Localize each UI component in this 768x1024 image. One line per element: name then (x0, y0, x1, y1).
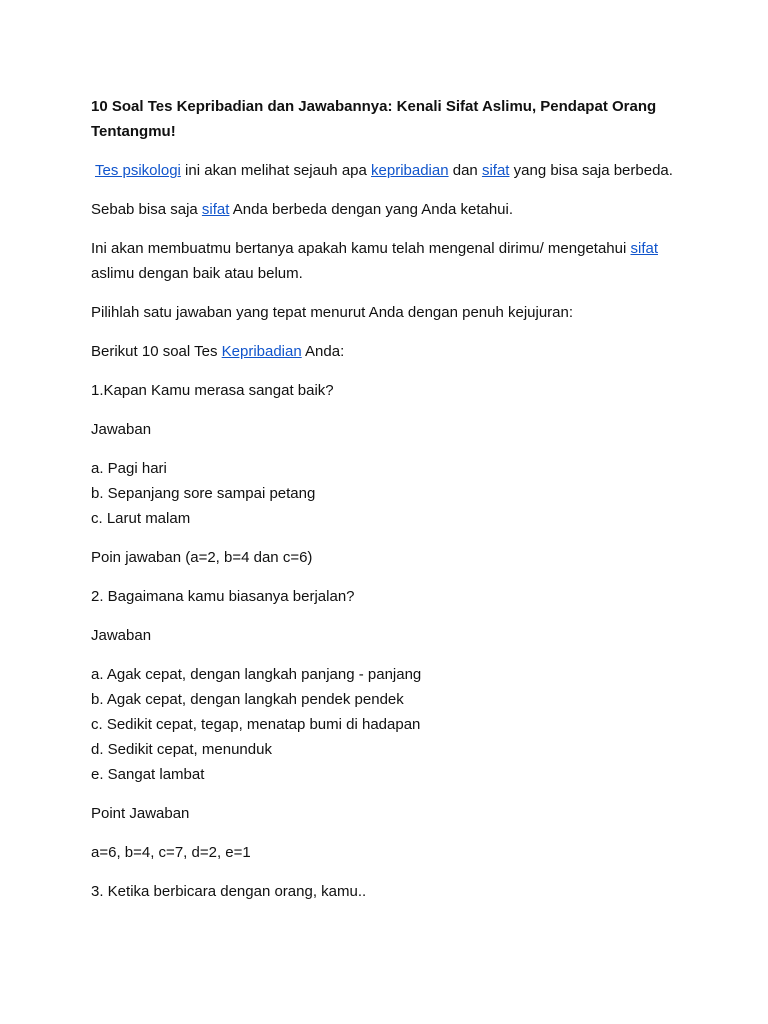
q1-question: 1.Kapan Kamu merasa sangat baik? (91, 382, 334, 399)
q1-option-b: b. Sepanjang sore sampai petang (91, 485, 316, 502)
q2-option-d: d. Sedikit cepat, menunduk (91, 741, 272, 758)
q2-points: a=6, b=4, c=7, d=2, e=1 (91, 844, 251, 861)
link-sifat-2[interactable]: sifat (201, 201, 230, 218)
pilihlah-paragraph: Pilihlah satu jawaban yang tepat menurut Anda dengan penuh kejujuran: (91, 304, 574, 321)
link-kepribadian-2[interactable]: Kepribadian (221, 343, 302, 360)
q1-option-a: a. Pagi hari (91, 460, 167, 477)
q2-option-c: c. Sedikit cepat, tegap, menatap bumi di hadapan (91, 716, 421, 733)
q2-option-b: b. Agak cepat, dengan langkah pendek pendek (91, 691, 404, 708)
q1-points: Poin jawaban (a=2, b=4 dan c=6) (91, 549, 313, 566)
ini-text-2: aslimu dengan baik atau belum. (91, 265, 303, 282)
intro-paragraph (91, 158, 691, 183)
intro-text-3: yang bisa saja berbeda. (509, 162, 673, 179)
link-sifat[interactable]: sifat (481, 162, 510, 179)
sebab-text-1: Sebab bisa saja (91, 201, 202, 218)
ini-text-1: Ini akan membuatmu bertanya apakah kamu telah mengenal dirimu/ mengetahui (91, 240, 631, 257)
q2-question: 2. Bagaimana kamu biasanya berjalan? (91, 588, 355, 605)
q2-options (91, 662, 691, 787)
q1-answer-label: Jawaban (91, 421, 152, 438)
q2-option-a: a. Agak cepat, dengan langkah panjang - panjang (91, 666, 422, 683)
document-title: 10 Soal Tes Kepribadian dan Jawabannya: Kenali Sifat Aslimu, Pendapat Orang Tentangmu! (91, 98, 657, 140)
intro-text-2: dan (448, 162, 482, 179)
q1-options (91, 456, 691, 531)
link-sifat-3[interactable]: sifat (630, 240, 658, 257)
intro-text-1: ini akan melihat sejauh apa (180, 162, 372, 179)
q2-points-label: Point Jawaban (91, 805, 190, 822)
q2-answer-label: Jawaban (91, 627, 152, 644)
q1-option-c: c. Larut malam (91, 510, 191, 527)
sebab-text-2: Anda berbeda dengan yang Anda ketahui. (229, 201, 514, 218)
q2-option-e: e. Sangat lambat (91, 766, 205, 783)
q3-question: 3. Ketika berbicara dengan orang, kamu.. (91, 883, 367, 900)
ini-paragraph (91, 236, 691, 286)
link-tes-psikologi[interactable]: Tes psikologi (95, 162, 181, 179)
berikut-text-2: Anda: (301, 343, 345, 360)
link-kepribadian[interactable]: kepribadian (371, 162, 449, 179)
sebab-paragraph (91, 197, 691, 222)
berikut-paragraph (91, 339, 691, 364)
document-page (91, 94, 691, 918)
berikut-text-1: Berikut 10 soal Tes (91, 343, 222, 360)
